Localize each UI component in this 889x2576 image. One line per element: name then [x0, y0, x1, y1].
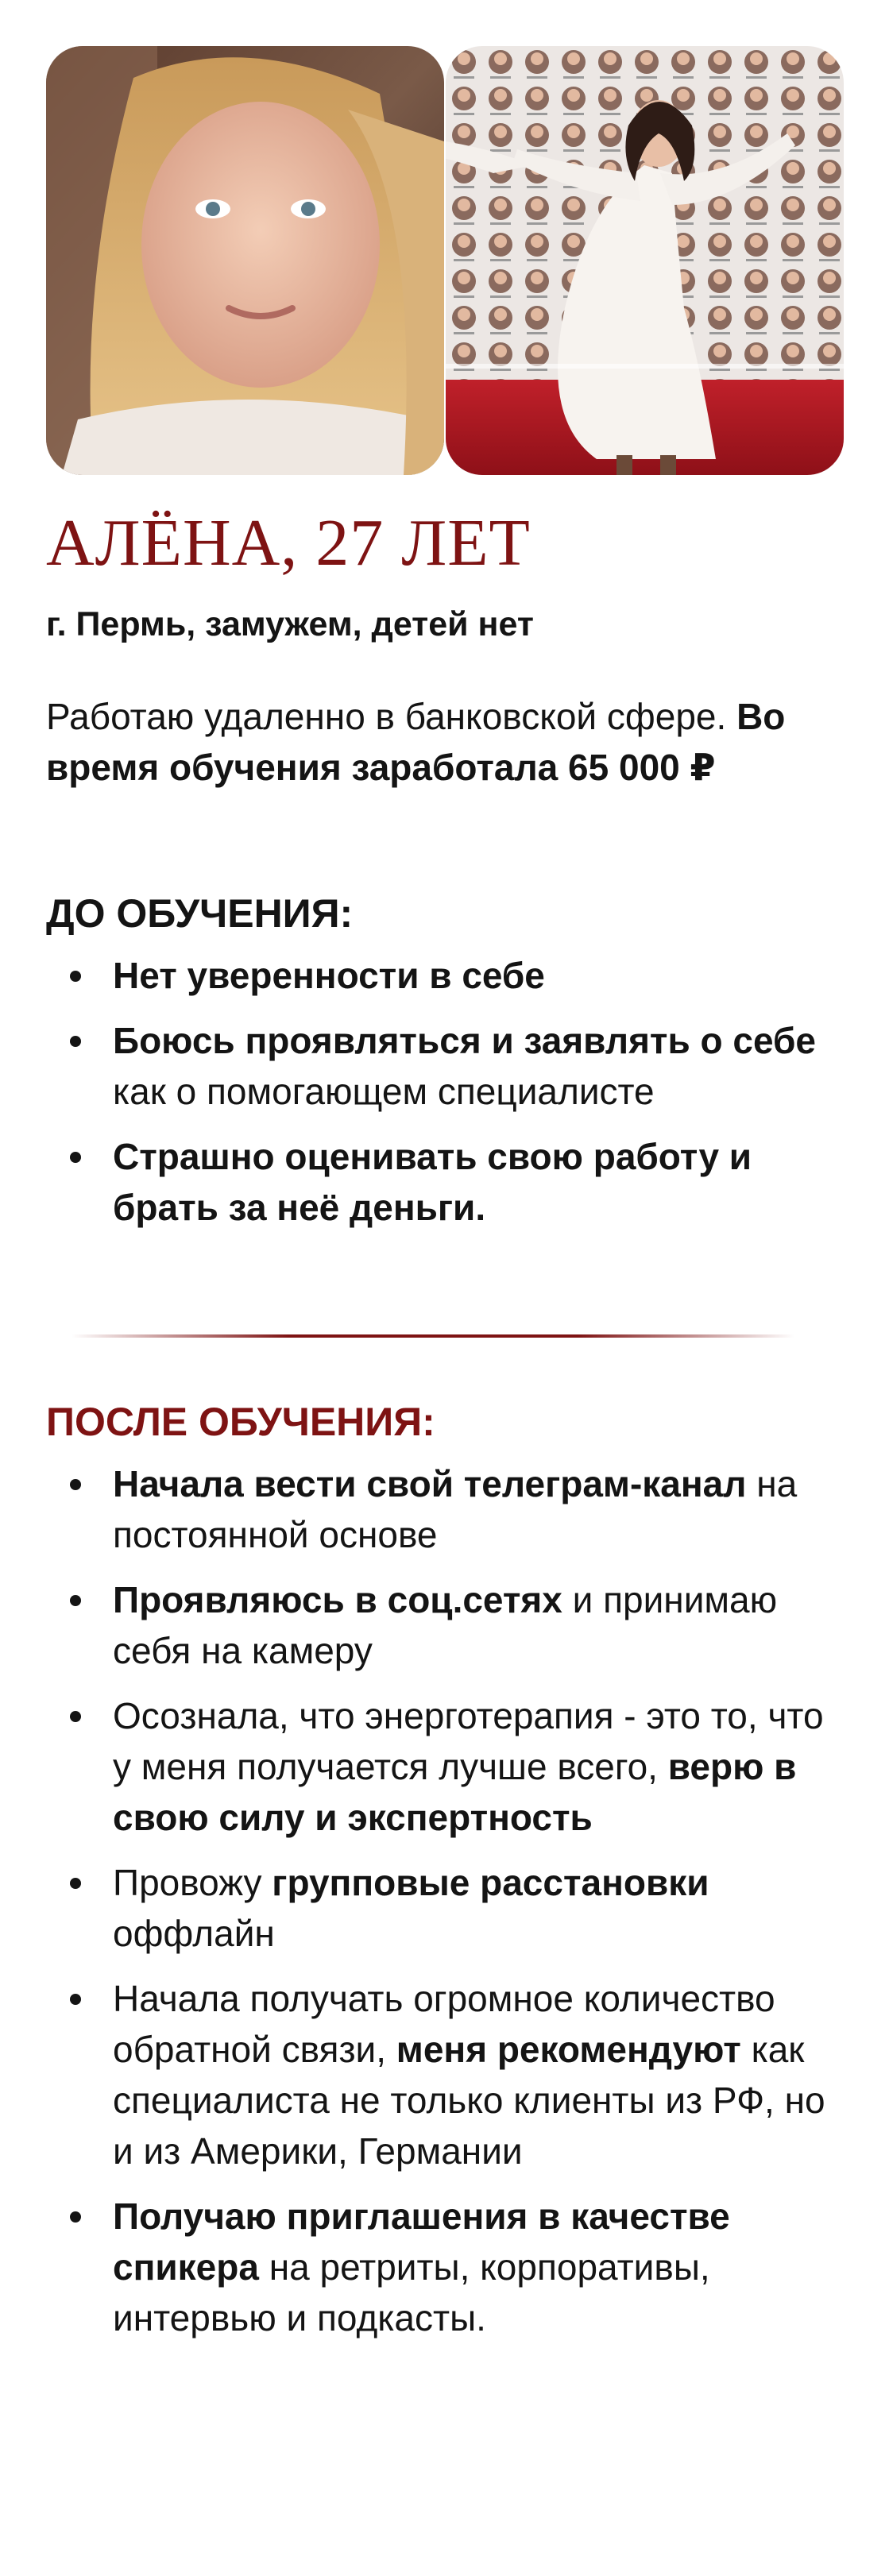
event-photo: [446, 46, 844, 475]
list-item: [46, 950, 833, 1001]
item-pre-text: Провожу: [113, 1862, 272, 1903]
bullet-icon: [70, 1595, 81, 1606]
person-name-heading: АЛЁНА, 27 ЛЕТ: [46, 506, 531, 580]
after-list: [46, 1458, 833, 2358]
photo-gallery: [46, 46, 844, 475]
bullet-icon: [70, 1878, 81, 1889]
event-image: [446, 46, 844, 475]
bullet-icon: [70, 2211, 81, 2223]
before-section-title: ДО ОБУЧЕНИЯ:: [46, 891, 354, 936]
intro-text: Работаю удаленно в банковской сфере.: [46, 696, 737, 737]
item-text: на ретриты, корпоративы, интервью и подкасты.: [113, 2246, 710, 2338]
item-bold-text: Нет уверенности в себе: [113, 955, 545, 996]
bullet-icon: [70, 971, 81, 982]
item-text: как специалиста не только клиенты из РФ, но и из Америки, Германии: [113, 2029, 825, 2172]
selfie-image: [46, 46, 444, 475]
bullet-icon: [70, 1994, 81, 2005]
selfie-photo: [46, 46, 444, 475]
section-divider: [72, 1334, 794, 1338]
list-item: [46, 2191, 833, 2343]
item-bold-text: Боюсь проявляться и заявлять о себе: [113, 1020, 816, 1061]
person-details: г. Пермь, замужем, детей нет: [46, 605, 534, 643]
intro-highlight: Во время обучения заработала 65 000 ₽: [46, 696, 786, 788]
list-item: [46, 1015, 833, 1117]
list-item: [46, 1131, 833, 1233]
item-text: на постоянной основе: [113, 1463, 798, 1555]
item-pre-text: Осознала, что энерготерапия - это то, что у меня получается лучше всего,: [113, 1695, 824, 1787]
item-bold-text: Получаю приглашения в качестве спикера: [113, 2196, 730, 2288]
item-bold-text: групповые расстановки: [272, 1862, 709, 1903]
item-text: оффлайн: [113, 1913, 275, 1954]
bullet-icon: [70, 1036, 81, 1047]
bullet-icon: [70, 1711, 81, 1722]
item-bold-text: Проявляюсь в соц.сетях: [113, 1579, 562, 1620]
list-item: [46, 1857, 833, 1959]
list-item: [46, 1574, 833, 1676]
item-bold-text: Начала вести свой телеграм-канал: [113, 1463, 747, 1504]
item-text: как о помогающем специалисте: [113, 1071, 655, 1112]
before-list: [46, 950, 833, 1247]
list-item: [46, 1690, 833, 1843]
item-bold-text: верю в свою силу и экспертность: [113, 1746, 797, 1838]
item-bold-text: Страшно оценивать свою работу и брать за неё деньги.: [113, 1136, 752, 1228]
list-item: [46, 1973, 833, 2176]
item-text: и принимаю себя на камеру: [113, 1579, 778, 1671]
item-pre-text: Начала получать огромное количество обратной связи,: [113, 1978, 775, 2070]
intro-paragraph: [46, 691, 825, 793]
item-bold-text: меня рекомендуют: [396, 2029, 741, 2070]
after-section-title: ПОСЛЕ ОБУЧЕНИЯ:: [46, 1400, 435, 1444]
bullet-icon: [70, 1152, 81, 1163]
list-item: [46, 1458, 833, 1560]
bullet-icon: [70, 1479, 81, 1490]
